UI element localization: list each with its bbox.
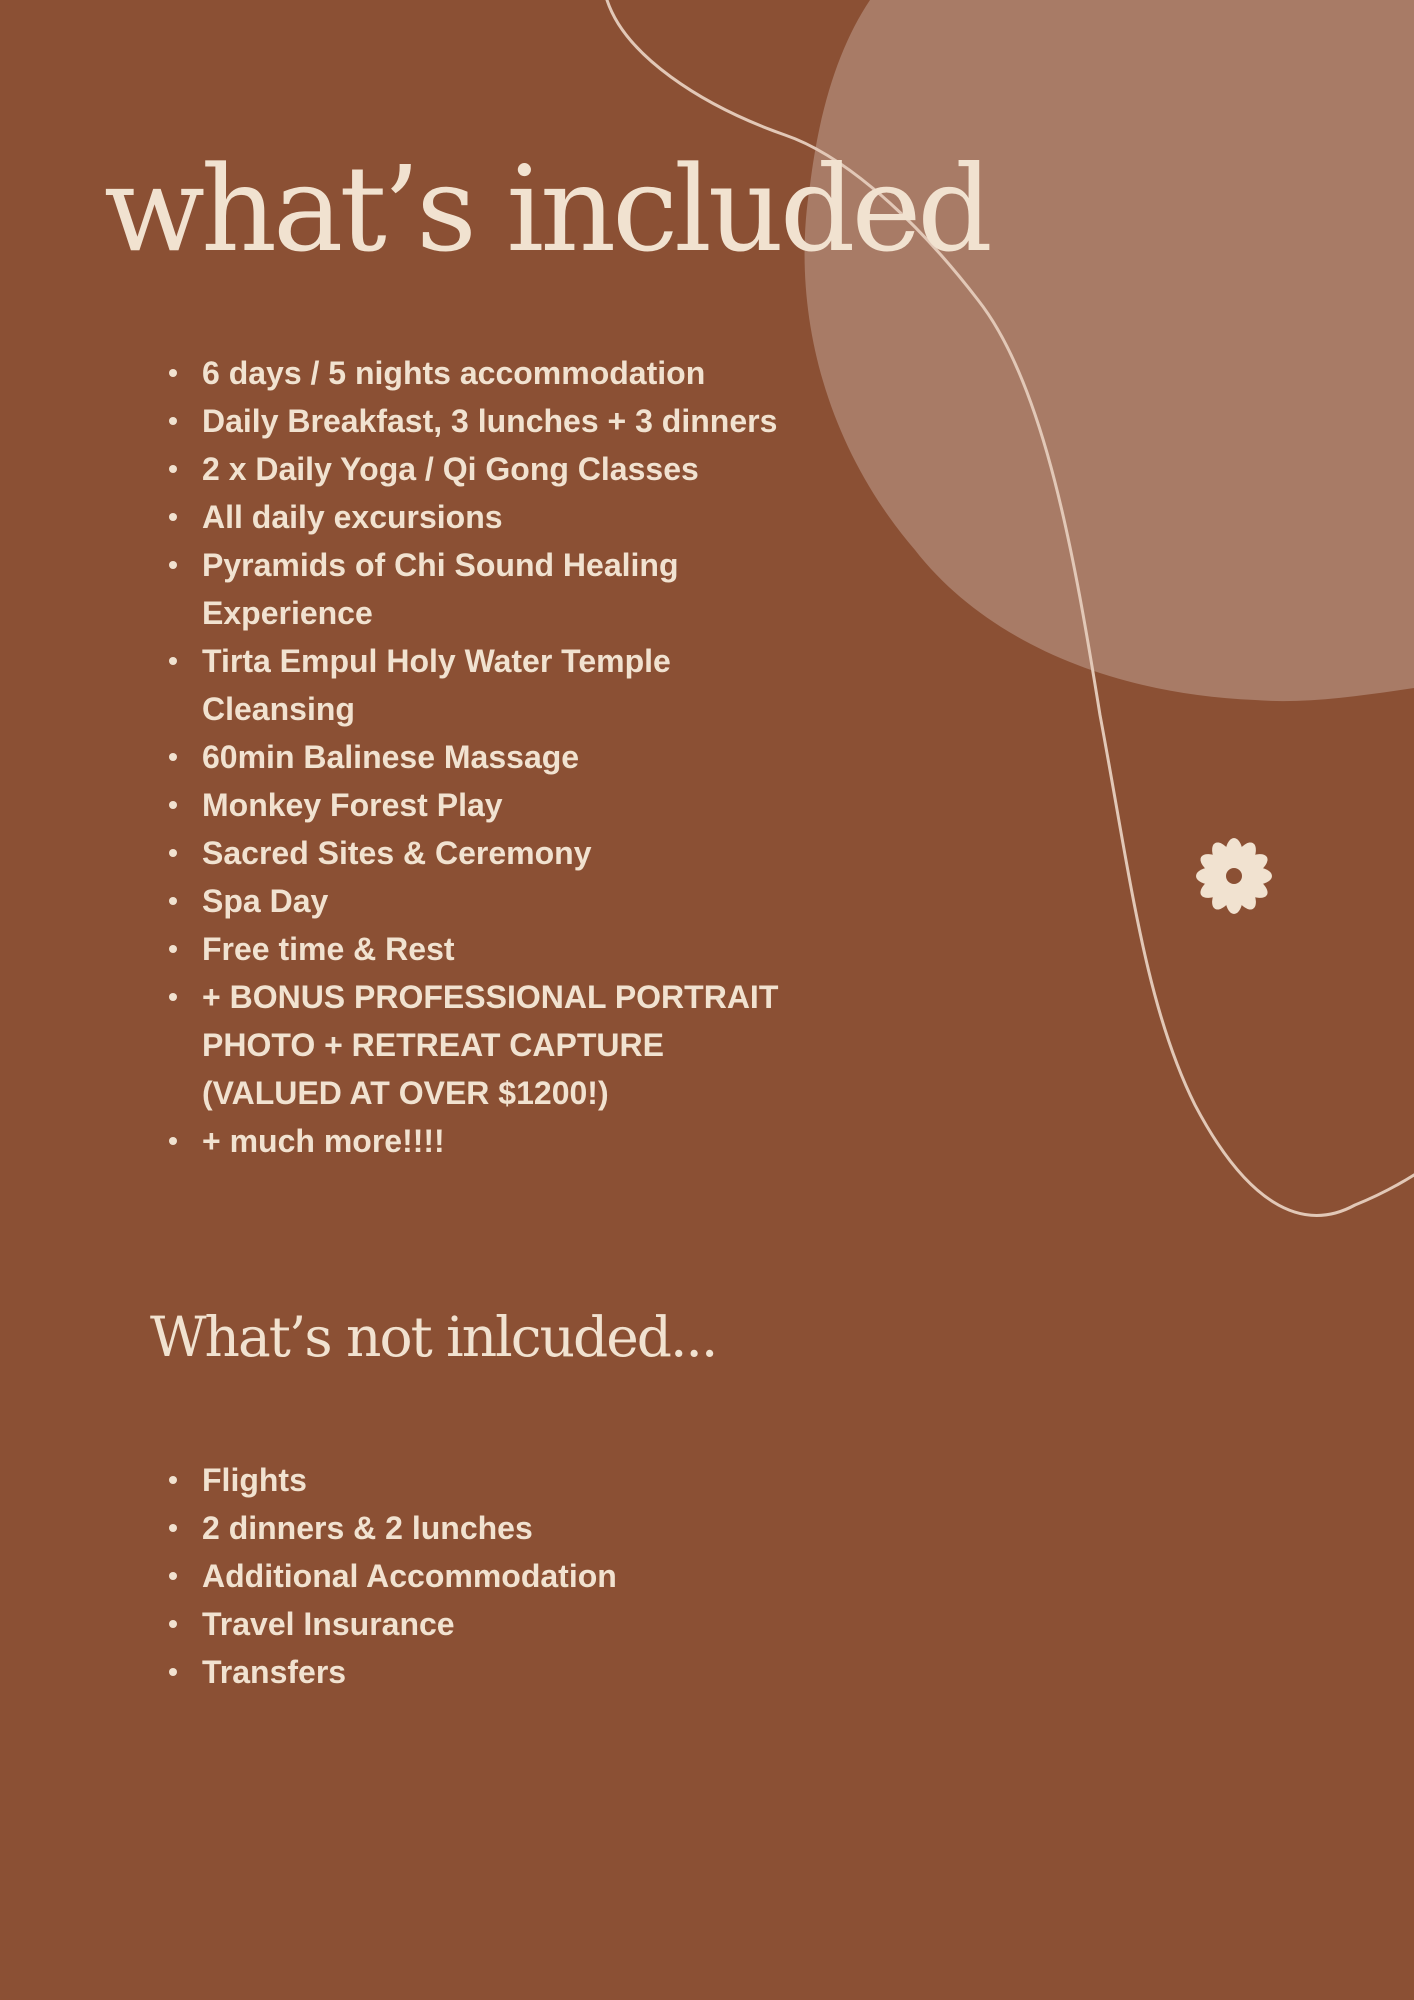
list-item: Monkey Forest Play (202, 781, 822, 829)
list-item: Pyramids of Chi Sound Healing Experience (202, 541, 742, 637)
not-included-title: What’s not inlcuded... (150, 1305, 717, 1369)
list-item: Sacred Sites & Ceremony (202, 829, 822, 877)
list-item: 60min Balinese Massage (202, 733, 822, 781)
list-item: Free time & Rest (202, 925, 822, 973)
list-item: Travel Insurance (202, 1600, 822, 1648)
flower-icon (1196, 838, 1272, 914)
list-item: + much more!!!! (202, 1117, 822, 1165)
included-list (202, 349, 822, 1165)
list-item: Transfers (202, 1648, 822, 1696)
blob-shape (805, 0, 1414, 701)
list-item: Additional Accommodation (202, 1552, 822, 1600)
list-item: Spa Day (202, 877, 822, 925)
list-item: + BONUS PROFESSIONAL PORTRAIT PHOTO + RETREAT CAPTURE (VALUED AT OVER $1200!) (202, 973, 802, 1117)
list-item: Daily Breakfast, 3 lunches + 3 dinners (202, 397, 822, 445)
list-item: 2 x Daily Yoga / Qi Gong Classes (202, 445, 822, 493)
list-item: All daily excursions (202, 493, 822, 541)
page-title: what’s included (104, 140, 989, 278)
list-item: 6 days / 5 nights accommodation (202, 349, 822, 397)
list-item: Flights (202, 1456, 822, 1504)
list-item: 2 dinners & 2 lunches (202, 1504, 822, 1552)
list-item: Tirta Empul Holy Water Temple Cleansing (202, 637, 742, 733)
not-included-list (202, 1456, 822, 1696)
